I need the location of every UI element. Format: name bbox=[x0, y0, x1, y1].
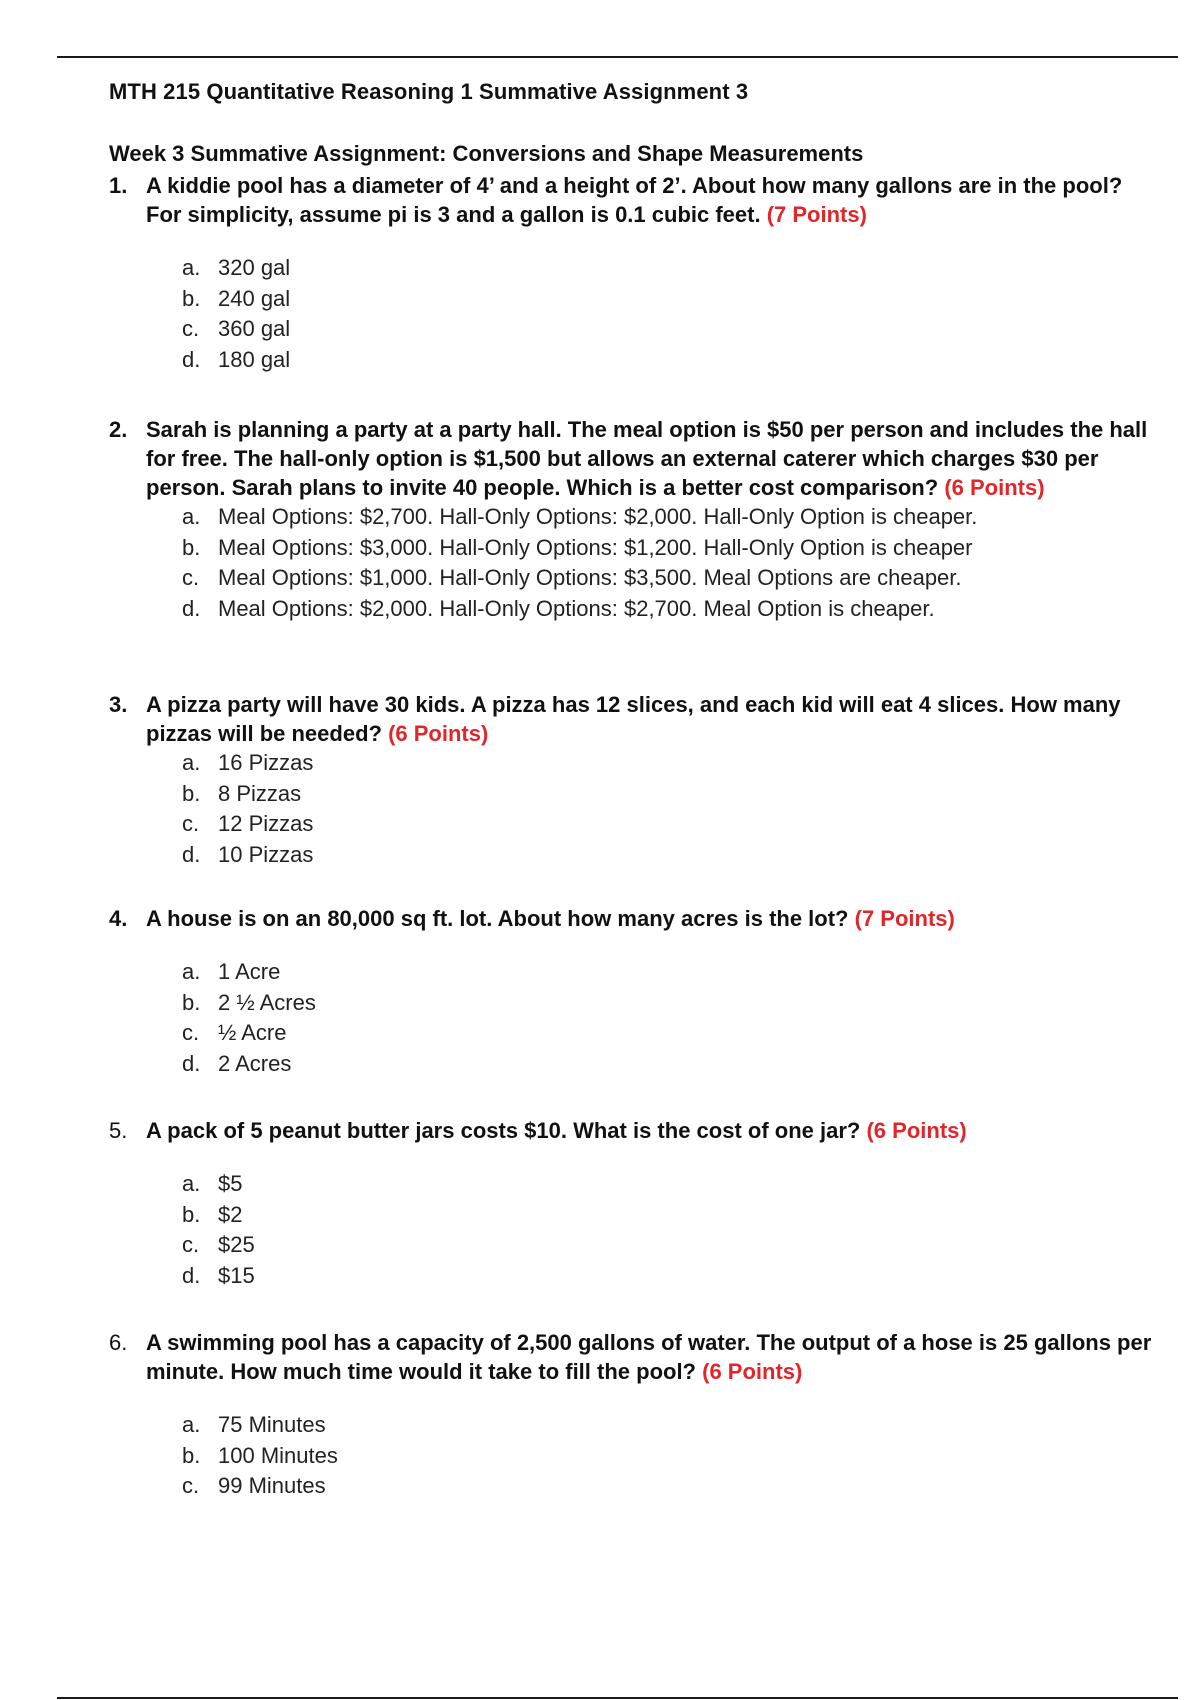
option-d: d. Meal Options: $2,000. Hall-Only Options: $2,700. Meal Option is cheaper. bbox=[182, 595, 935, 621]
question-text: A kiddie pool has a diameter of 4’ and a height of 2’. About how many gallons are in the pool? For simplicity, assume pi is 3 and a gallon is 0.1 cubic feet. (7 Points) bbox=[146, 173, 1123, 227]
document-title: MTH 215 Quantitative Reasoning 1 Summative Assignment 3 bbox=[109, 79, 749, 104]
option-b: b. 8 Pizzas bbox=[182, 780, 302, 806]
option-d: d. 180 gal bbox=[182, 346, 291, 372]
points-label: (6 Points) bbox=[866, 1118, 967, 1143]
question-text: Sarah is planning a party at a party hall. The meal option is $50 per person and includes the hall for free. The hall-only option is $1,500 but allows an external caterer which charges $30 per person. Sarah plans to invite 40 people. Which is a better cost comparison? (6 Points) bbox=[146, 417, 1148, 500]
option-a: a. 320 gal bbox=[182, 255, 291, 280]
option-c: c. 12 Pizzas bbox=[182, 811, 314, 836]
question-number: 5. bbox=[109, 1118, 128, 1143]
option-list bbox=[182, 253, 1159, 375]
option-a: a. 16 Pizzas bbox=[182, 750, 314, 775]
option-a: a. 1 Acre bbox=[182, 959, 281, 984]
question-text: A swimming pool has a capacity of 2,500 gallons of water. The output of a hose is 25 gallons per minute. How much time would it take to fill the pool? (6 Points) bbox=[146, 1330, 1152, 1384]
question-6 bbox=[109, 1328, 1159, 1502]
section-title: Week 3 Summative Assignment: Conversions and Shape Measurements bbox=[109, 141, 864, 166]
question-text: A pack of 5 peanut butter jars costs $10. What is the cost of one jar? (6 Points) bbox=[146, 1118, 967, 1143]
option-b: b. $2 bbox=[182, 1201, 243, 1227]
option-d: d. 2 Acres bbox=[182, 1050, 292, 1076]
question-number: 4. bbox=[109, 906, 128, 931]
question-number: 1. bbox=[109, 173, 128, 198]
question-2 bbox=[109, 415, 1159, 624]
option-c: c. 99 Minutes bbox=[182, 1473, 326, 1498]
option-b: b. Meal Options: $3,000. Hall-Only Options: $1,200. Hall-Only Option is cheaper bbox=[182, 534, 973, 560]
points-label: (6 Points) bbox=[702, 1359, 803, 1384]
option-d: d. $15 bbox=[182, 1262, 255, 1288]
option-list bbox=[182, 748, 1159, 870]
question-1 bbox=[109, 171, 1159, 375]
points-label: (7 Points) bbox=[854, 906, 955, 931]
points-label: (6 Points) bbox=[388, 721, 489, 746]
points-label: (7 Points) bbox=[766, 202, 867, 227]
option-a: a. 75 Minutes bbox=[182, 1412, 326, 1437]
option-b: b. 2 ½ Acres bbox=[182, 989, 316, 1015]
option-d: d. 10 Pizzas bbox=[182, 841, 314, 867]
option-b: b. 240 gal bbox=[182, 285, 291, 311]
question-number: 2. bbox=[109, 417, 128, 442]
question-5 bbox=[109, 1116, 1159, 1291]
question-4 bbox=[109, 904, 1159, 1079]
bottom-rule bbox=[57, 1697, 1178, 1699]
question-text: A pizza party will have 30 kids. A pizza has 12 slices, and each kid will eat 4 slices. How many pizzas will be needed? (6 Points) bbox=[146, 692, 1121, 746]
question-3 bbox=[109, 690, 1159, 870]
question-text: A house is on an 80,000 sq ft. lot. About how many acres is the lot? (7 Points) bbox=[146, 906, 955, 931]
question-number: 3. bbox=[109, 692, 128, 717]
option-c: c. Meal Options: $1,000. Hall-Only Options: $3,500. Meal Options are cheaper. bbox=[182, 565, 962, 590]
option-a: a. $5 bbox=[182, 1171, 243, 1196]
option-a: a. Meal Options: $2,700. Hall-Only Options: $2,000. Hall-Only Option is cheaper. bbox=[182, 504, 978, 529]
option-list bbox=[182, 1410, 1159, 1502]
option-list bbox=[182, 957, 1159, 1079]
option-b: b. 100 Minutes bbox=[182, 1442, 338, 1468]
option-c: c. $25 bbox=[182, 1232, 255, 1257]
points-label: (6 Points) bbox=[944, 475, 1045, 500]
option-c: c. ½ Acre bbox=[182, 1020, 287, 1045]
option-list bbox=[182, 502, 1159, 624]
option-c: c. 360 gal bbox=[182, 316, 291, 341]
question-number: 6. bbox=[109, 1330, 128, 1355]
option-list bbox=[182, 1169, 1159, 1291]
top-rule bbox=[57, 56, 1178, 58]
